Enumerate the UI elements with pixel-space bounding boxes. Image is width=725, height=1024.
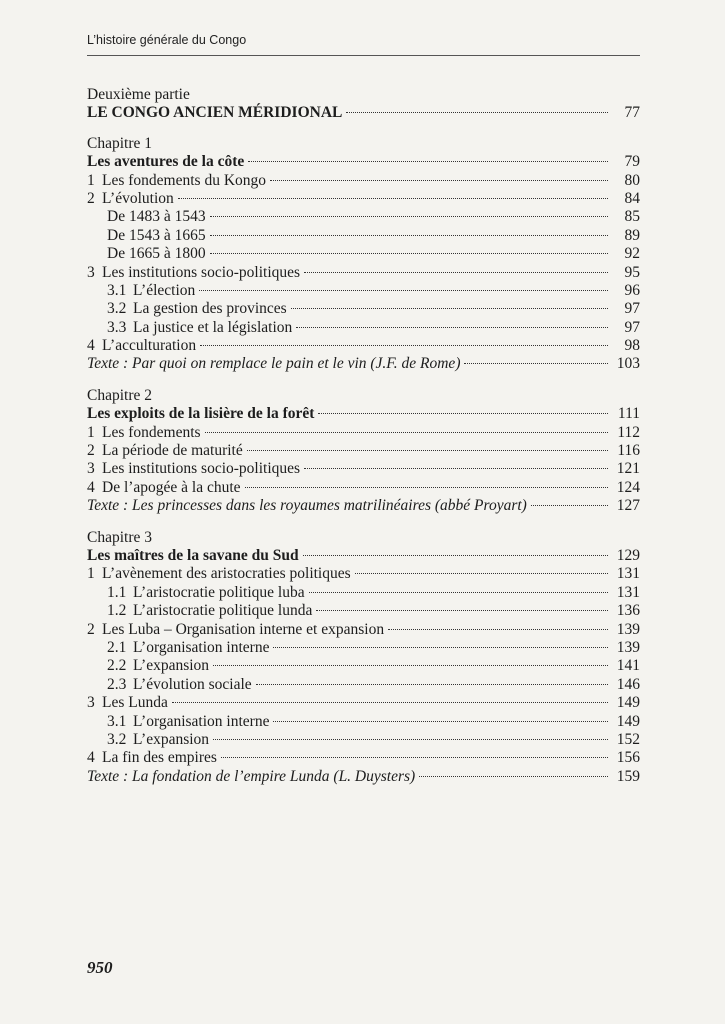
section-number: 4 [87,749,95,767]
dot-leader [210,253,608,254]
entry-title: Texte : Par quoi on remplace le pain et le vin (J.F. de Rome) [87,355,461,373]
chapter-page: 111 [617,405,640,423]
section-number: 1 [87,171,95,189]
section-number: 2 [87,620,95,638]
section-number: 3.2 [107,300,127,318]
entry-page: 95 [624,263,640,281]
entry-page: 156 [616,749,640,767]
dot-leader [273,647,608,648]
entry-title: Texte : La fondation de l’empire Lunda (L. Duysters) [87,767,416,785]
entry-page: 98 [624,337,640,355]
dot-leader [388,629,608,630]
toc-entry [87,300,640,318]
dot-leader [296,327,608,328]
entry-title: L’évolution [102,189,174,207]
entry-title: Les Lunda [102,694,168,712]
table-of-contents [87,86,640,786]
entry-page: 97 [624,300,640,318]
section-gap [87,123,640,135]
entry-page: 146 [616,675,640,693]
dot-leader [346,112,608,113]
entry-title: L’évolution sociale [133,675,252,693]
toc-entry [87,282,640,300]
dot-leader [309,592,608,593]
dot-leader [531,505,608,506]
dot-leader [213,665,608,666]
entry-page: 96 [624,281,640,299]
running-head: L’histoire générale du Congo [87,33,247,47]
header-rule [87,55,640,56]
dot-leader [355,573,608,574]
section-number: 1 [87,423,95,441]
entry-page: 92 [624,245,640,263]
toc-entry [87,602,640,620]
chapters [87,123,640,786]
entry-page: 112 [617,423,640,441]
toc-entry [87,172,640,190]
toc-entry [87,657,640,675]
chapter-title: Les maîtres de la savane du Sud [87,546,299,564]
entry-title: La justice et la législation [133,318,293,336]
entry-title: L’aristocratie politique luba [133,583,305,601]
section-number: 4 [87,337,95,355]
entry-title: Les Luba – Organisation interne et expansion [102,620,385,638]
dot-leader [199,290,608,291]
entry-title: Les fondements [102,423,201,441]
entry-page: 127 [616,497,640,515]
dot-leader [273,721,608,722]
dot-leader [210,235,608,236]
entry-title: La fin des empires [102,749,217,767]
toc-entry [87,584,640,602]
dot-leader [245,487,608,488]
entry-title: L’organisation interne [133,712,270,730]
section-number: 2.2 [107,657,127,675]
entry-page: 131 [616,565,640,583]
section-number: 3.1 [107,712,127,730]
entry-page: 149 [616,712,640,730]
section-gap [87,374,640,387]
toc-entry [87,749,640,767]
entry-page: 80 [624,171,640,189]
chapter-label: Chapitre 2 [87,386,152,404]
entry-title: De 1665 à 1800 [107,245,206,263]
chapter-label: Chapitre 1 [87,134,152,152]
entry-title: L’acculturation [102,337,197,355]
entry-title: De 1543 à 1665 [107,226,206,244]
dot-leader [318,413,608,414]
dot-leader [248,161,608,162]
text-excerpt-entry [87,355,640,373]
toc-entry [87,460,640,478]
toc-entry [87,337,640,355]
dot-leader [256,684,608,685]
text-excerpt-entry [87,768,640,786]
entry-title: Les fondements du Kongo [102,171,267,189]
entry-title: L’aristocratie politique lunda [133,602,313,620]
toc-entry [87,208,640,226]
toc-entry [87,713,640,731]
entry-title: La gestion des provinces [133,300,287,318]
entry-page: 139 [616,638,640,656]
part-title-entry [87,104,640,122]
entry-page: 141 [616,657,640,675]
section-number: 1 [87,565,95,583]
chapter-title-entry [87,405,640,423]
toc-entry [87,639,640,657]
entry-title: L’avènement des aristocraties politiques [102,565,351,583]
entry-title: De 1483 à 1543 [107,208,206,226]
chapter-section [87,529,640,786]
dot-leader [210,216,608,217]
entry-page: 103 [616,355,640,373]
chapter-title: Les exploits de la lisière de la forêt [87,405,315,423]
entry-page: 85 [624,208,640,226]
toc-entry [87,442,640,460]
section-number: 3 [87,263,95,281]
entry-title: L’expansion [133,657,210,675]
entry-title: Les institutions socio-politiques [102,460,301,478]
part-page: 77 [624,104,640,122]
dot-leader [213,739,608,740]
entry-page: 116 [617,442,640,460]
dot-leader [316,610,608,611]
toc-entry [87,565,640,583]
entry-page: 136 [616,602,640,620]
toc-entry [87,227,640,245]
section-number: 3.3 [107,318,127,336]
dot-leader [270,180,608,181]
toc-entry [87,676,640,694]
section-number: 1.1 [107,583,127,601]
entry-page: 149 [616,694,640,712]
section-number: 2.3 [107,675,127,693]
entry-title: Texte : Les princesses dans les royaumes matrilinéaires (abbé Proyart) [87,497,527,515]
entry-title: L’organisation interne [133,638,270,656]
toc-entry [87,245,640,263]
chapter-section [87,387,640,516]
dot-leader [247,450,608,451]
dot-leader [303,555,608,556]
section-number: 2.1 [107,638,127,656]
toc-entry [87,621,640,639]
section-gap [87,516,640,529]
entry-page: 152 [616,730,640,748]
toc-entry [87,731,640,749]
section-number: 2 [87,189,95,207]
chapter-title-entry [87,153,640,171]
page-number: 950 [87,958,113,977]
dot-leader [304,272,608,273]
entry-title: L’expansion [133,730,210,748]
section-number: 3 [87,694,95,712]
toc-entry [87,319,640,337]
dot-leader [200,345,608,346]
text-excerpt-entry [87,497,640,515]
entry-page: 131 [616,583,640,601]
dot-leader [419,776,608,777]
entry-page: 84 [624,189,640,207]
dot-leader [221,757,608,758]
dot-leader [291,308,608,309]
entry-page: 97 [624,318,640,336]
section-number: 4 [87,478,95,496]
part-label: Deuxième partie [87,86,190,103]
entry-page: 89 [624,226,640,244]
section-number: 3 [87,460,95,478]
entry-title: La période de maturité [102,442,243,460]
section-number: 3.1 [107,281,127,299]
dot-leader [178,198,608,199]
section-number: 3.2 [107,730,127,748]
toc-entry [87,264,640,282]
entry-page: 159 [616,767,640,785]
entry-title: De l’apogée à la chute [102,478,241,496]
section-number: 2 [87,442,95,460]
dot-leader [304,468,608,469]
toc-entry [87,479,640,497]
chapter-page: 129 [616,546,640,564]
chapter-section [87,135,640,374]
toc-entry [87,694,640,712]
toc-entry [87,424,640,442]
entry-page: 139 [616,620,640,638]
section-number: 1.2 [107,602,127,620]
chapter-label: Chapitre 3 [87,528,152,546]
entry-page: 124 [616,478,640,496]
dot-leader [464,363,608,364]
dot-leader [205,432,608,433]
chapter-page: 79 [624,153,640,171]
entry-page: 121 [616,460,640,478]
chapter-title: Les aventures de la côte [87,153,245,171]
entry-title: Les institutions socio-politiques [102,263,301,281]
dot-leader [172,702,608,703]
entry-title: L’élection [133,281,196,299]
part-title: LE CONGO ANCIEN MÉRIDIONAL [87,104,343,122]
toc-entry [87,190,640,208]
chapter-title-entry [87,547,640,565]
